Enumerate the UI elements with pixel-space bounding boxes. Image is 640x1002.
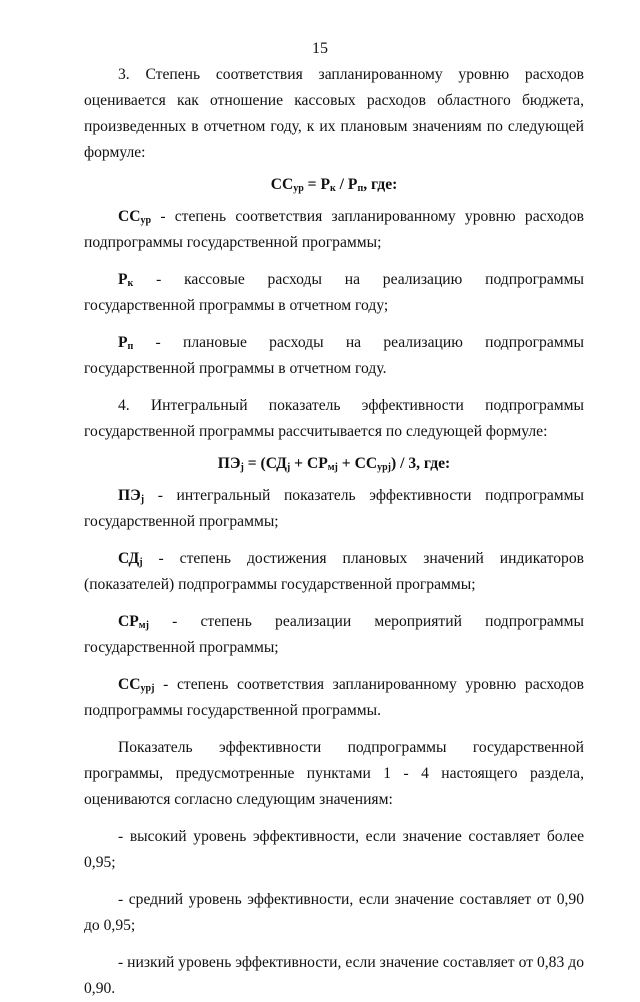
definition-cc-ur: $СС_{ур}$ - степень соответствия запланированному уровню расходов подпрограммы государственной программы;: [84, 208, 584, 251]
document-body: [84, 62, 584, 1002]
formula-cc: $СС_{ур} = Р_к / Р_п$, где:: [270, 176, 398, 194]
page-number: 15: [312, 40, 328, 57]
level-low: - низкий уровень эффективности, если значение составляет от 0,83 до 0,90.: [84, 954, 584, 997]
section4-intro: 4. Интегральный показатель эффективности подпрограммы государственной программы рассчитывается по следующей формуле:: [84, 397, 584, 440]
level-medium: - средний уровень эффективности, если значение составляет от 0,90 до 0,95;: [84, 891, 584, 934]
definition-pp: $Р_п$ - плановые расходы на реализацию подпрограммы государственной программы в отчетном году.: [84, 334, 584, 377]
section3-intro: 3. Степень соответствия запланированному уровню расходов оценивается как отношение кассовых расходов областного бюджета, произведенных в отчетном году, к их плановым значениям по следующей формуле:: [84, 66, 584, 161]
definition-pk: $Р_к$ - кассовые расходы на реализацию подпрограммы государственной программы в отчетном году;: [84, 271, 584, 314]
level-high: - высокий уровень эффективности, если значение составляет более 0,95;: [84, 828, 584, 871]
definition-cc-urj: $СС_{урj}$ - степень соответствия запланированному уровню расходов подпрограммы государственной программы.: [84, 676, 584, 719]
formula-pe: $ПЭ_j = (СД_j + СР_{мj} + СС_{урj}) / 3$, где:: [217, 455, 451, 473]
definition-pe: $ПЭ_j$ - интегральный показатель эффективности подпрограммы государственной программы;: [84, 487, 584, 530]
summary-intro: Показатель эффективности подпрограммы государственной программы, предусмотренные пунктами 1 - 4 настоящего раздела, оцениваются согласно следующим значениям:: [84, 739, 584, 808]
definition-sd: $СД_j$ - степень достижения плановых значений индикаторов (показателей) подпрограммы государственной программы;: [84, 550, 584, 593]
definition-sr: $СР_{мj}$ - степень реализации мероприятий подпрограммы государственной программы;: [84, 613, 584, 656]
